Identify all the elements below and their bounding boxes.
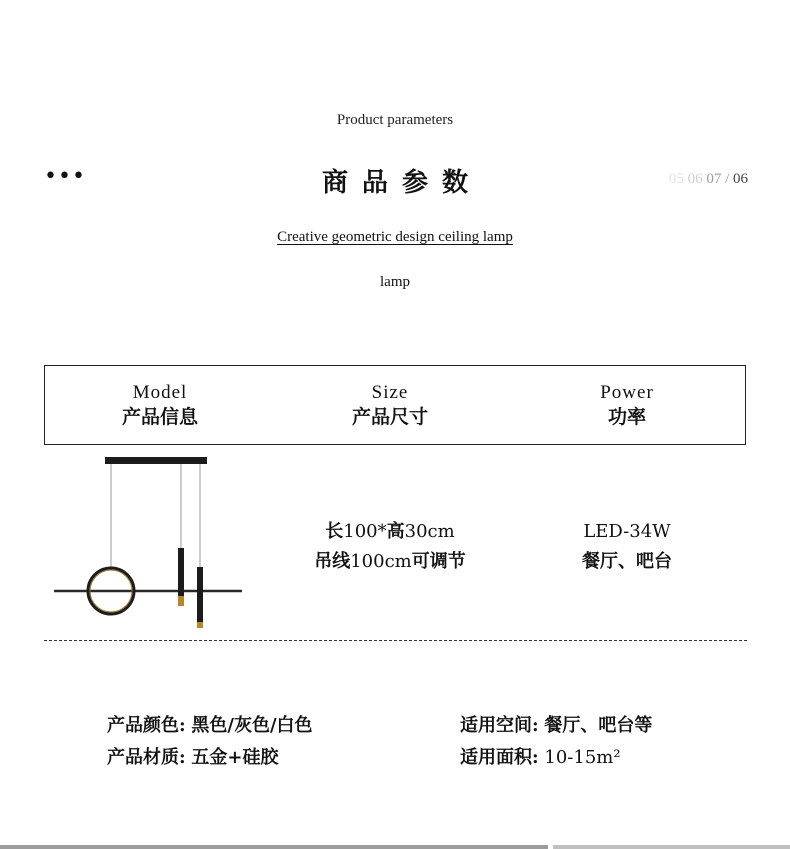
spec-color-label: 产品颜色: [107, 715, 186, 736]
more-dots-icon[interactable]: ••• [44, 164, 86, 189]
column-model-cn: 产品信息 [121, 406, 198, 428]
column-size-cn: 产品尺寸 [351, 406, 428, 428]
spec-material [107, 742, 278, 774]
size-line-1 [290, 517, 490, 547]
page-total: 06 [733, 171, 748, 187]
page-indicator [669, 171, 748, 188]
spec-area-value: 10-15m² [544, 747, 621, 768]
bottom-bar-left [0, 845, 548, 849]
lamp-product-image [50, 452, 250, 632]
spec-space-value: 餐厅、吧台等 [544, 715, 653, 736]
column-power-en: Power [600, 382, 654, 403]
size-value [290, 517, 490, 577]
column-power [527, 380, 727, 430]
lamp-tube-long-tip [197, 622, 203, 628]
size-length-value: 100* [343, 521, 387, 542]
spec-color-value: 黑色/灰色/白色 [191, 715, 313, 736]
spec-area [460, 742, 621, 774]
product-name [0, 229, 790, 246]
spec-color [107, 710, 313, 742]
spec-area-label: 适用面积: [460, 747, 539, 768]
column-model [60, 380, 260, 430]
page-title: 商品参数 [321, 168, 482, 198]
size-line-2 [290, 547, 490, 577]
lamp-tube-short [178, 548, 184, 596]
power-spec: LED-34W [583, 521, 671, 542]
lamp-canopy [105, 457, 207, 464]
spec-material-value: 五金+硅胶 [191, 747, 279, 768]
bottom-bar-right [553, 845, 790, 849]
size-wire-value: 100cm [350, 551, 412, 572]
power-value [527, 517, 727, 577]
page-separator: / [725, 171, 730, 187]
column-size [290, 380, 490, 430]
column-size-en: Size [371, 382, 409, 403]
column-power-cn: 功率 [607, 406, 646, 428]
page-07: 07 [706, 171, 722, 187]
dashed-divider [44, 640, 747, 641]
product-subname: lamp [380, 274, 410, 290]
size-adjustable-label: 可调节 [411, 551, 466, 572]
spec-space [460, 710, 652, 742]
spec-space-label: 适用空间: [460, 715, 539, 736]
size-length-label: 长 [325, 521, 344, 542]
spec-material-label: 产品材质: [107, 747, 186, 768]
product-name-text: Creative geometric design ceiling lamp [277, 229, 513, 245]
lamp-tube-long [197, 567, 203, 622]
page-06: 06 [687, 171, 703, 187]
size-height-label: 高 [386, 521, 405, 542]
size-height-value: 30cm [404, 521, 455, 542]
spec-table-header [44, 365, 746, 445]
power-usage: 餐厅、吧台 [582, 551, 672, 572]
size-wire-label: 吊线 [314, 551, 351, 572]
lamp-tube-short-tip [178, 596, 184, 606]
column-model-en: Model [132, 382, 188, 403]
subtitle-en: Product parameters [336, 112, 454, 128]
page-05: 05 [668, 171, 684, 187]
